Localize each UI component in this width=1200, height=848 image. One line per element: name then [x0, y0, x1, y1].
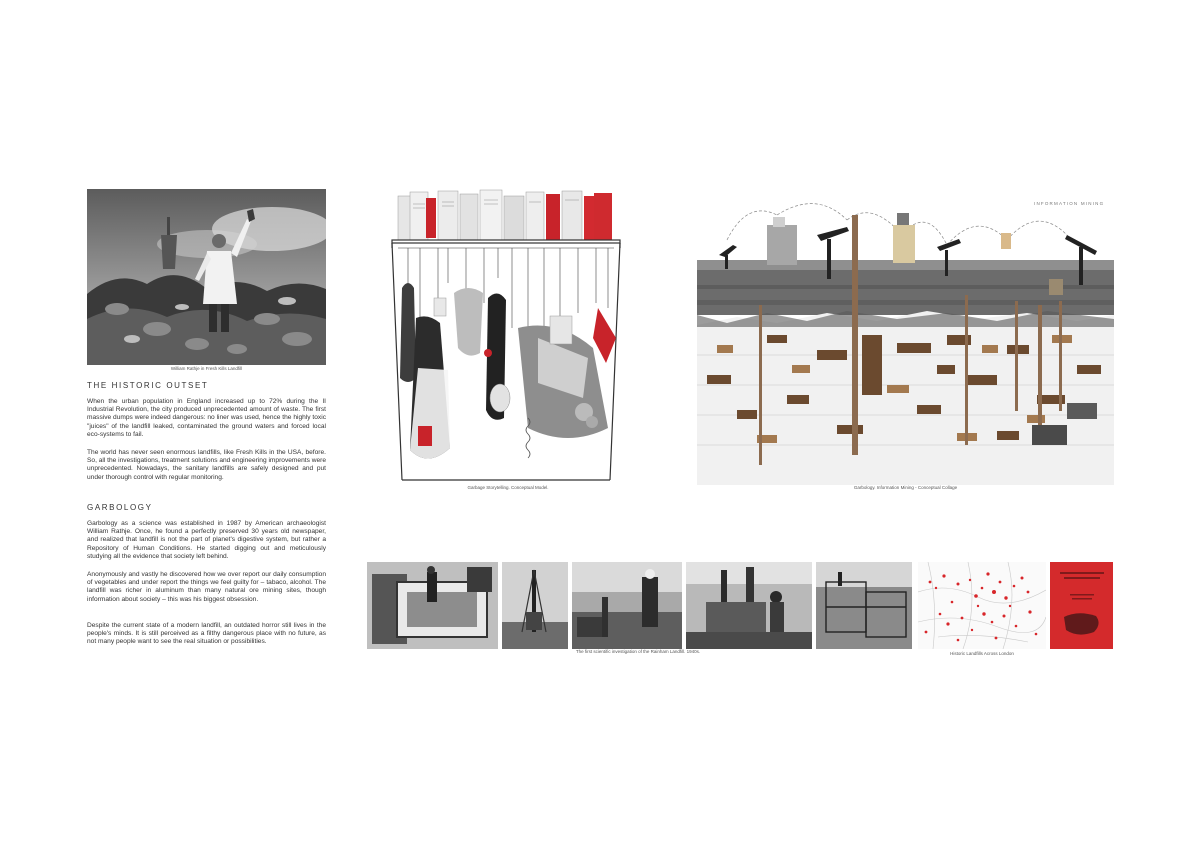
- information-mining-collage: [697, 195, 1114, 485]
- rathje-photo-caption: William Rathje in Fresh Kills Landfill: [170, 366, 243, 371]
- historic-outset-paragraph-1: When the urban population in England increased up to 72% during the II Industrial Revolution, the city produced unprecedented amount of waste. The first massive dumps were indeed dangerous: no liner was used, hence the highly toxic "juices" of the landfill leaked, contaminated the ground waters and forced local eco-systems to fail.: [87, 398, 326, 438]
- garbology-heading: GARBOLOGY: [87, 503, 153, 512]
- rathje-landfill-photo: [87, 189, 326, 365]
- historic-outset-paragraph-2: The world has never seen enormous landfills, like Fresh Kills in the USA, before. So, all the investigations, treatment solutions and engineering improvements were unprecedented. Nowadays, the sanitary landfills are safely designed and put under thorough control with regular monitoring.: [87, 449, 326, 481]
- garbology-paragraph-2: Anonymously and vastly he discovered how we over report our daily consumption of vegetables and under report the things we feel guilty for – tabaco, alcohol. The landfill was richer in aluminum than many natural ore mining sites, though information about society – this was his biggest obsession.: [87, 571, 326, 603]
- collage-caption: Garbology. Information Mining - Conceptual Collage: [853, 485, 958, 490]
- investigation-caption: The first scientific investigation of the Rainham Landfill. 1940s.: [575, 649, 701, 654]
- historic-landfills-map: [918, 562, 1046, 649]
- model-caption: Garbage Storytelling. Conceptual Model.: [467, 485, 549, 490]
- investigation-photo-1: [367, 562, 498, 649]
- red-report-cover: [1050, 562, 1113, 649]
- document-cards: [398, 190, 612, 240]
- garbology-paragraph-1: Garbology as a science was established in 1987 by American archaeologist William Rathje. Once, he found a perfectly preserved 30 years old newspaper, and realized that landfill is not the part of planet's digestive system, but rather a Repository of Human Conditions. He started digging out and meticulously studying all the evidence that society left behind.: [87, 520, 326, 560]
- investigation-photo-2: [502, 562, 568, 649]
- investigation-photo-3: [572, 562, 682, 649]
- map-caption: Historic Landfills Across London: [950, 651, 1014, 656]
- collage-corner-label: INFORMATION MINING: [1034, 201, 1105, 206]
- historic-outset-heading: THE HISTORIC OUTSET: [87, 381, 209, 390]
- investigation-photo-4: [686, 562, 812, 649]
- garbage-storytelling-model: [388, 188, 628, 483]
- investigation-photo-5: [816, 562, 912, 649]
- garbology-paragraph-3: Despite the current state of a modern landfill, an outdated horror still lives in the people's minds. It is still perceived as a filthy dangerous place with no future, as not many people want to see the real situation or possibilities.: [87, 622, 326, 646]
